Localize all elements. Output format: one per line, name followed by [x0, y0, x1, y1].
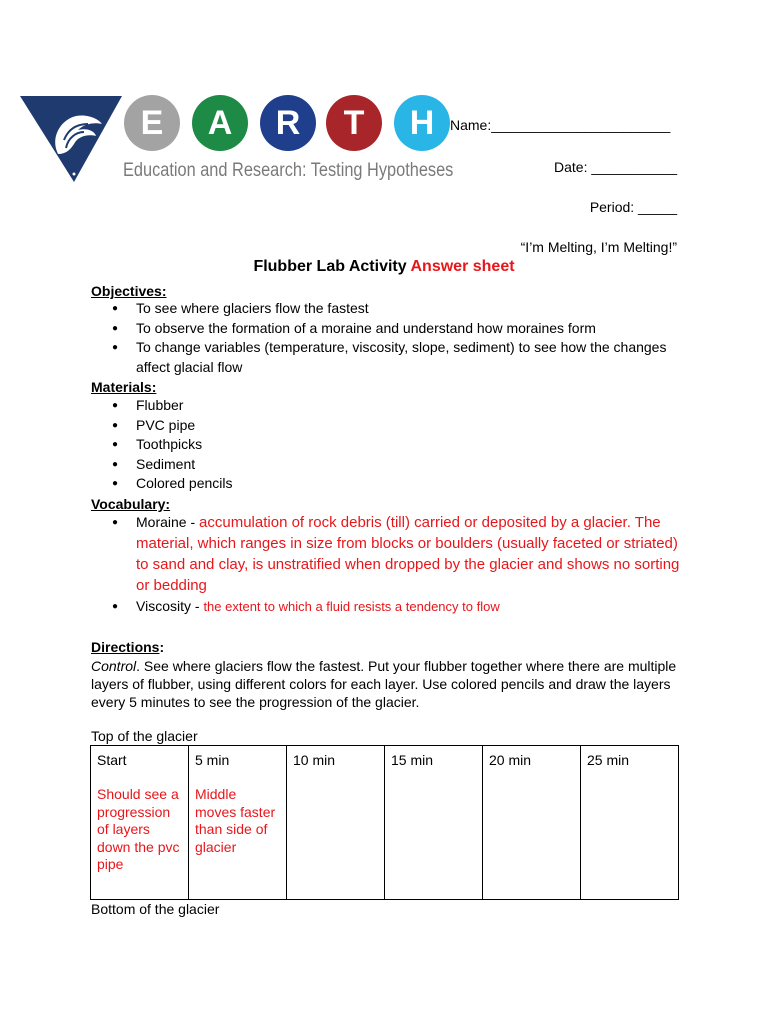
- vocab-item-moraine: [91, 512, 691, 596]
- logo-letter-t: T: [326, 95, 382, 151]
- vocab-term: Moraine -: [136, 514, 200, 530]
- materials-heading: Materials:: [91, 379, 157, 395]
- objectives-list: [91, 299, 691, 377]
- table-cell-20min: 20 min: [483, 746, 581, 900]
- directions-heading: Directions:: [91, 639, 165, 655]
- title-highlight: Answer sheet: [410, 258, 515, 275]
- table-cell-10min: 10 min: [287, 746, 385, 900]
- vocabulary-list: [91, 512, 691, 616]
- table-bottom-label: Bottom of the glacier: [91, 901, 220, 917]
- glacier-progression-table: [90, 745, 679, 900]
- logo-letter-a: A: [192, 95, 248, 151]
- list-item: ● To change variables (temperature, viscosity, slope, sediment) to see how the changes affect glacial flow: [91, 338, 691, 377]
- date-field: Date: ___________: [554, 159, 677, 175]
- list-item: ● Toothpicks: [91, 435, 691, 455]
- directions-text: Control. See where glaciers flow the fastest. Put your flubber together where there are multiple layers of flubber, using different colors for each layer. Use colored pencils and draw the layers every 5 minutes to see the progression of the glacier.: [91, 658, 677, 710]
- quote: “I’m Melting, I’m Melting!”: [520, 239, 677, 255]
- logo-letter-r: R: [260, 95, 316, 151]
- list-item: ● To see where glaciers flow the fastest: [91, 299, 691, 319]
- control-label: Control: [91, 658, 137, 674]
- list-item: ● PVC pipe: [91, 416, 691, 436]
- vocab-definition: accumulation of rock debris (till) carried or deposited by a glacier. The material, which ranges in size from blocks or boulders (usually faceted or striated) to sand and clay, is unstratified when dropped by the glacier and shows no sorting or bedding: [136, 514, 680, 594]
- page-title: [0, 258, 768, 276]
- earth-triangle-icon: [18, 94, 128, 184]
- vocab-item-viscosity: [91, 597, 691, 616]
- name-field: Name:_______________________: [450, 117, 671, 133]
- table-cell-5min: 5 min Middle moves faster than side of glacier: [189, 746, 287, 900]
- list-item: ● To observe the formation of a moraine and understand how moraines form: [91, 319, 691, 339]
- table-top-label: Top of the glacier: [91, 728, 198, 744]
- vocab-term: Viscosity -: [136, 598, 204, 614]
- title-main: Flubber Lab Activity: [253, 258, 407, 275]
- vocabulary-heading: Vocabulary:: [91, 496, 171, 512]
- vocab-definition: the extent to which a fluid resists a tendency to flow: [203, 599, 500, 614]
- logo-letter-h: H: [394, 95, 450, 151]
- objectives-heading: Objectives:: [91, 283, 167, 299]
- period-field: Period: _____: [589, 199, 677, 215]
- table-cell-start: Start Should see a progression of layers down the pvc pipe: [91, 746, 189, 900]
- list-item: ● Colored pencils: [91, 474, 691, 494]
- list-item: ● Sediment: [91, 455, 691, 475]
- table-cell-15min: 15 min: [385, 746, 483, 900]
- materials-list: [91, 396, 691, 494]
- table-row: [91, 746, 679, 900]
- table-cell-25min: 25 min: [581, 746, 679, 900]
- logo-tagline: Education and Research: Testing Hypotheses: [123, 160, 454, 181]
- list-item: ● Flubber: [91, 396, 691, 416]
- logo-letter-e: E: [124, 95, 180, 151]
